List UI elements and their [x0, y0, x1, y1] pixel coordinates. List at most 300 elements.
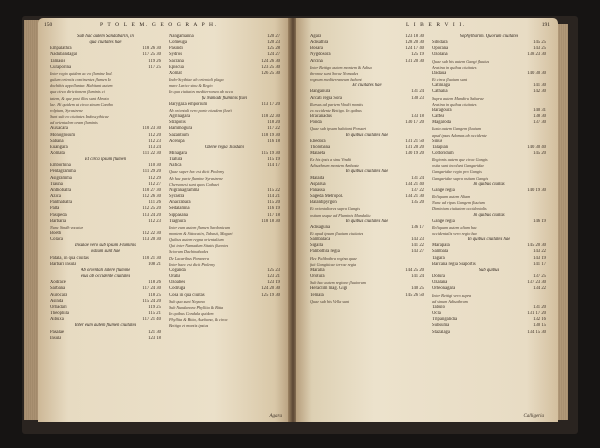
entry-text: Barbari insula	[50, 261, 77, 267]
entry-text: In quibus ciuitates hae	[345, 218, 389, 224]
entry-coordinates: 131 20 20	[405, 144, 424, 150]
entry-text: Tiagnura	[169, 218, 186, 224]
entry-text: Syrastra	[169, 194, 185, 200]
entry-coordinates: 126 25 30	[261, 70, 280, 76]
entry-coordinates: 141 22	[411, 243, 424, 249]
entry-text: Talapian	[432, 144, 449, 150]
entry-text: Episcua	[169, 64, 184, 70]
entry-coordinates: 130 19 20	[405, 150, 424, 156]
entry-text: Sageda Metropol.	[310, 194, 344, 200]
entry-coordinates: 138 23 30	[527, 52, 546, 58]
entry-text: Bettigo et montis ipsius	[169, 323, 209, 329]
entry-text: Magaroda	[432, 120, 452, 126]
entry-text: Coganda	[169, 267, 186, 273]
entry-text: Balantipyrgon	[310, 200, 337, 206]
entry-text: Ebedora	[310, 138, 326, 144]
entry-text: Caffea	[432, 114, 445, 120]
entry-coordinates: 141 17	[533, 261, 546, 267]
entry-text: Orotura	[310, 274, 325, 280]
entry-text: Quae sub his autem Gangi fluuius	[432, 58, 490, 64]
entry-coordinates: 117 25	[148, 64, 161, 70]
entry-coordinates: 124 27	[267, 52, 280, 58]
entry-text: fu Namadi fluminis fluvi	[201, 95, 248, 101]
entry-text: Sambala	[432, 249, 449, 255]
entry-text: Sabana	[50, 138, 64, 144]
entry-text: Diminium ciuitatem occidentalis	[432, 206, 487, 212]
entry-text: Phyllita & Bitta, Auebana, & circa	[169, 317, 228, 323]
entry-coordinates: 140 25	[411, 286, 424, 292]
entry-coordinates: 113 24 20	[142, 212, 161, 218]
entry-text: In qua ciuitates mediterranea ab occa	[169, 89, 233, 95]
entry-text: Asparua	[310, 181, 326, 187]
entry-text: Sedalamna	[169, 206, 190, 212]
entry-text: Ponda	[310, 120, 322, 126]
entry-text: Inter eum autem flumen Sardonicum	[169, 224, 231, 230]
entry-text: rolpium, Syrastrene	[50, 107, 83, 113]
entry-text: Oraba	[169, 274, 181, 280]
entry-text: Et orientaliores supra Gangis	[310, 206, 360, 212]
entry-text: In quibus ciuitates hae	[345, 169, 389, 175]
entry-text: Patala, in qua ciuitas	[50, 255, 89, 261]
entry-coordinates: 135 20	[411, 200, 424, 206]
entry-coordinates: 145 25	[533, 40, 546, 46]
left-catchword: Agara	[269, 414, 282, 419]
entry-coordinates: 134 15 30	[527, 329, 546, 335]
entry-coordinates: 110 30	[148, 163, 161, 169]
entry-text: Nangamanna	[169, 34, 194, 39]
entry-coordinates: 131 20 30	[405, 58, 424, 64]
entry-text: Et ciuitates hae	[352, 83, 382, 89]
entry-text: Reliquam autem aliam hac	[432, 224, 478, 230]
entry-text: lae. Hi quidem ut circa sinum Cantho	[50, 101, 114, 107]
entry-coordinates: 110 27 30	[142, 187, 161, 193]
entry-coordinates: 120 27	[267, 34, 280, 39]
entry-text: Boeth	[50, 231, 62, 236]
right-page-number: 191	[541, 22, 550, 28]
entry-text: Banganura	[310, 89, 331, 95]
entry-coordinates: 117 22	[267, 126, 280, 132]
entry-text: Panassa	[310, 187, 325, 193]
entry-coordinates: 140 30 30	[527, 70, 546, 76]
entry-text: Sigalla	[310, 243, 324, 249]
entry-text: Ab orientali vero parte eiusdem fluvii	[169, 107, 232, 113]
entry-coordinates: 111 26	[148, 200, 161, 206]
entry-text: Regionis autem que circa Gangis	[432, 157, 488, 163]
entry-text: Ocla	[432, 311, 441, 317]
entry-text: Nunc ad ripas Gangem fluuium	[432, 200, 485, 206]
entry-coordinates: 115 21	[148, 311, 161, 317]
entry-text: ostia sunt incolunt Gangaridae	[432, 163, 485, 169]
entry-coordinates: 131 24	[411, 89, 424, 95]
entry-coordinates: 125 28	[267, 46, 280, 52]
entry-coordinates: 113 17 20	[261, 101, 280, 107]
entry-coordinates: 115 20	[267, 200, 280, 206]
entry-coordinates: 134 22	[533, 286, 546, 292]
entry-text: Quae sub ipsum habitant Poruari	[310, 126, 367, 132]
entry-coordinates: 123 18	[148, 335, 161, 341]
entry-text: Sacrana	[169, 58, 184, 64]
entry-coordinates: 115 24 20	[142, 298, 161, 304]
entry-text: Quae sub his Vella sunt	[310, 298, 350, 304]
entry-coordinates: 121 30	[148, 329, 161, 335]
left-page	[38, 18, 290, 422]
entry-text: Et circa fluuium sunt	[432, 77, 468, 83]
entry-text: Insula	[50, 335, 62, 341]
entry-text: ostium usque ad Fluminis Mandaliu	[310, 212, 371, 218]
entry-text: Sub hac autem regione fluuiorum	[310, 280, 366, 286]
right-page	[296, 18, 558, 422]
entry-text: Nadubandagar	[50, 52, 78, 58]
entry-text: Malaeta	[310, 150, 326, 156]
entry-coordinates: 131 17 20	[527, 311, 546, 317]
entry-text: apud ipsas Adamas ab occidente	[432, 132, 487, 138]
entry-text: In quibus ciuitates hae	[467, 237, 511, 243]
entry-text: qua ciuitates hae	[89, 40, 122, 46]
entry-text: In quibus ciuitas	[473, 181, 505, 187]
left-columns	[46, 34, 284, 418]
entry-coordinates: 114 17	[267, 163, 280, 169]
entry-coordinates: 118 22 30	[261, 114, 280, 120]
entry-text: Inter haec est dicit Ptolemy	[169, 261, 216, 267]
entry-text: Tagara	[432, 255, 445, 261]
entry-coordinates: 143 19	[533, 255, 546, 261]
entry-coordinates: 112 23	[148, 138, 161, 144]
entry-coordinates: 110 23 30	[142, 126, 161, 132]
entry-coordinates: 140 19 30	[527, 187, 546, 193]
entry-text: Sarbana	[50, 286, 66, 292]
entry-text: montem & Sittocatin, Tabasti, Maguri	[169, 231, 233, 236]
place-entry-line	[50, 336, 161, 342]
entry-coordinates: 125 23	[267, 267, 280, 273]
entry-coordinates: 130 23	[411, 95, 424, 101]
right-running-head	[296, 22, 558, 32]
entry-text: Supra autem Mandiru Sabarae	[432, 95, 484, 101]
entry-text: Gange regia	[432, 218, 455, 224]
entry-text: Sub quibus	[478, 267, 500, 273]
entry-coordinates: 128 20 30	[405, 40, 424, 46]
entry-text: Inter eum autem flumen ciuitates	[74, 323, 137, 329]
entry-text: Et circa ipsum flumen	[84, 157, 127, 163]
entry-text: Arcina	[310, 58, 323, 64]
entry-text: ex occidente Bettigo. In quibus	[310, 107, 362, 113]
entry-coordinates: 118 18 30	[261, 218, 280, 224]
right-catchword: Calligeria	[523, 414, 544, 419]
entry-text: mare Larice sinu & Regio	[169, 83, 213, 89]
entry-coordinates: 125 19	[411, 52, 424, 58]
entry-coordinates: 117 25 30	[142, 52, 161, 58]
entry-coordinates: 116 19	[267, 206, 280, 212]
entry-coordinates: 141 24	[411, 274, 424, 280]
entry-text: Orbadari	[50, 304, 67, 310]
entry-coordinates: 145 20	[533, 150, 546, 156]
entry-coordinates: 123 25 30	[261, 64, 280, 70]
entry-text: Hec Palibothra regina quae	[310, 255, 357, 261]
entry-text: thronoe sunt Sorae Nomades	[310, 70, 359, 76]
entry-coordinates: 146 19	[533, 218, 546, 224]
entry-text: Minagara	[169, 150, 187, 156]
entry-coordinates: 137 25	[533, 274, 546, 280]
entry-coordinates: 116 18	[267, 138, 280, 144]
entry-coordinates: 131 20	[533, 304, 546, 310]
entry-text: Tamasis	[50, 58, 66, 64]
entry-coordinates: 124 26 30	[261, 58, 280, 64]
entry-text: ad orientalem oram fluminis	[50, 120, 98, 126]
entry-text: regnum mediterraneum habent	[310, 77, 362, 83]
entry-text: Auxacara	[50, 126, 68, 132]
entry-text: Colaca	[50, 237, 64, 243]
entry-text: eius ab occidente ciuitates	[80, 274, 131, 280]
entry-coordinates: 137 23 30	[527, 280, 546, 286]
entry-text: Xomat	[169, 70, 182, 76]
right-column-1	[306, 34, 428, 418]
entry-coordinates: 111 22 30	[142, 150, 161, 156]
entry-text: Nygdosora	[310, 52, 331, 58]
entry-text: Aurocara	[50, 292, 68, 298]
entry-text: Anthobatra	[50, 187, 72, 193]
entry-text: Quibus autem regna orientalium	[169, 237, 224, 243]
entry-text: Adisaguna	[310, 224, 331, 230]
entry-text: Agrinagara	[169, 114, 191, 120]
entry-text: Asinda	[50, 298, 64, 304]
entry-text: Rursus ad partem Vindii montis	[310, 101, 363, 107]
entry-coordinates: 110 21 30	[142, 255, 161, 261]
entry-coordinates: 134 21 30	[405, 194, 424, 200]
entry-text: Sinus	[432, 138, 443, 144]
left-running-head	[38, 22, 290, 32]
right-columns	[306, 34, 550, 418]
entry-text: Subsuma	[432, 323, 450, 329]
entry-text: Palta	[50, 206, 60, 212]
entry-text: Indo-Scythiae ab orientali plaga	[169, 77, 224, 83]
entry-coordinates: 124 20 30	[261, 286, 280, 292]
entry-coordinates: 125 19 30	[261, 292, 280, 298]
entry-text: Sambalaca	[310, 237, 331, 243]
entry-coordinates: 115 19 30	[261, 150, 280, 156]
entry-text: Heraclim mag. Gigi	[310, 286, 348, 292]
entry-text: Malaita	[310, 175, 325, 181]
entry-text: Bosara	[310, 46, 324, 52]
entry-text: Sibidara	[432, 40, 448, 46]
entry-text: Barbaria	[50, 218, 67, 224]
left-column-2	[165, 34, 284, 418]
left-column-1	[46, 34, 165, 418]
entry-text: Barygaza emporium	[169, 101, 208, 107]
entry-text: Inter Bettigo autem montem & Adisa	[310, 64, 372, 70]
right-running-title: L I B E R V I I.	[406, 22, 466, 28]
entry-coordinates: 117 24 30	[142, 286, 161, 292]
entry-text: Panthabatra	[50, 200, 73, 206]
entry-coordinates: 130 17 20	[405, 120, 424, 126]
entry-text: Sippasana	[169, 212, 189, 218]
entry-coordinates: 137 22	[411, 187, 424, 193]
entry-text: In quibus ciuitas	[473, 212, 505, 218]
commentary-line	[169, 323, 280, 329]
entry-text: Pasalae	[50, 329, 65, 335]
entry-text: Sydros	[169, 52, 183, 58]
left-running-title: P T O L E M. G E O G R A P H.	[100, 22, 218, 28]
entry-coordinates: 112 26 30	[142, 194, 161, 200]
entry-coordinates: 131 21 50	[405, 138, 424, 144]
entry-coordinates: 120 23	[267, 40, 280, 46]
entry-text: Sub qua sunt Nayana	[169, 298, 205, 304]
entry-text: Qui inter Namadum Sitatis fluentes	[169, 243, 229, 249]
entry-text: In quibus ciuitates hae	[345, 132, 389, 138]
entry-text: Dolura	[432, 274, 446, 280]
entry-text: Cosa in qua ciuitas	[169, 292, 205, 298]
entry-text: Tiauna	[50, 181, 63, 187]
entry-text: Asigramma	[50, 175, 72, 181]
entry-coordinates: 113 24	[148, 144, 161, 150]
entry-text: Theophila	[50, 311, 70, 317]
entry-coordinates: 134 21 40	[405, 181, 424, 187]
entry-text: Dadaua	[432, 70, 447, 76]
entry-text: Azica	[50, 194, 61, 200]
entry-text: fuit Gangiticae terrae regia	[310, 261, 357, 267]
entry-text: Aratina in quibus ciuitates	[432, 101, 477, 107]
entry-text: Pentagramma	[50, 169, 76, 175]
entry-coordinates: 111 29 20	[142, 169, 161, 175]
entry-coordinates: 141 30	[533, 83, 546, 89]
entry-text: Baragoura	[432, 107, 452, 113]
entry-text: Arcati regia Sora	[310, 95, 343, 101]
entry-text: Chersonesi sunt quos Cathaei	[169, 181, 220, 187]
entry-coordinates: 115 22	[267, 187, 280, 193]
entry-coordinates: 143 22	[533, 249, 546, 255]
entry-text: qua circa dirictionem fluminis ci	[50, 89, 105, 95]
entry-coordinates: 117 21 40	[142, 317, 161, 323]
entry-coordinates: 118 25	[148, 292, 161, 298]
entry-text: Iuxta autem Gangem fluuium	[432, 126, 481, 132]
entry-text: Marapala	[432, 243, 450, 249]
entry-text: dochthis appellantur. Habitant autem	[50, 83, 113, 89]
entry-coordinates: 112 22 30	[142, 231, 161, 236]
entry-text: Aratina in quibus ciuitates	[432, 64, 477, 70]
entry-coordinates: 123 18 30	[405, 34, 424, 39]
entry-text: Sophytharim. Quorum ciuitates	[459, 34, 519, 39]
entry-text: Gangaridae supra ostium Gangis	[432, 175, 489, 181]
entry-text: Acenipa	[169, 138, 185, 144]
entry-text: Comeuga	[169, 40, 187, 46]
entry-coordinates: 112 20	[148, 132, 161, 138]
entry-text: Sub hac autem Sandabarin, in	[77, 34, 134, 39]
entry-text: Et apud ipsum fluuium ciuitates	[310, 231, 364, 236]
entry-text: Barcana regia Siaportis	[432, 261, 476, 267]
entry-coordinates: 131 24	[411, 175, 424, 181]
entry-coordinates: 145 20 30	[527, 243, 546, 249]
entry-text: Ozene regia Tiastani	[205, 144, 244, 150]
entry-coordinates: 112 23	[148, 218, 161, 224]
entry-text: Bracanadus	[310, 114, 332, 120]
entry-text: gulum orientis continentes flumen In	[50, 77, 112, 83]
entry-text: Oporana	[432, 46, 449, 52]
entry-coordinates: 119 26	[148, 58, 161, 64]
entry-text: Curaporina	[50, 64, 72, 70]
entry-text: Sazantium	[169, 132, 189, 138]
entry-text: Xomata	[50, 150, 65, 156]
entry-text: occidentalis vero regio hae	[432, 231, 478, 236]
entry-text: Adisathra	[310, 40, 329, 46]
entry-coordinates: 137 30	[533, 120, 546, 126]
entry-text: Aibuxa	[50, 317, 64, 323]
entry-text: De Lacaribus Paranera	[169, 255, 210, 261]
entry-text: Maralla	[310, 267, 325, 273]
entry-text: Ab hac parte flumine Syrastrene	[169, 175, 224, 181]
entry-text: Pasindi	[169, 46, 183, 52]
entry-text: Adisathrum montem Ambaste	[310, 163, 360, 169]
entry-text: Tabulo	[432, 304, 445, 310]
entry-text: ostium sunt hae	[90, 249, 121, 255]
entry-text: Pasipeda	[50, 212, 67, 218]
entry-text: Cottoridum	[432, 150, 454, 156]
entry-text: Cathalia	[432, 89, 448, 95]
entry-text: tatem, & que post illos sunt Abrata	[50, 95, 109, 101]
entry-coordinates: 113 20 30	[142, 237, 161, 243]
entry-coordinates: 123 21	[267, 274, 280, 280]
entry-coordinates: 143 27	[411, 249, 424, 255]
entry-coordinates: 115 19	[267, 157, 280, 163]
entry-text: Anacrabara	[169, 200, 191, 206]
entry-text: Insulae vero sub ipsum Fluminis	[74, 243, 137, 249]
entry-text: Agara	[310, 34, 322, 39]
entry-text: Nigranagramma	[169, 187, 200, 193]
entry-text: Reliquam autem Aliam	[432, 194, 471, 200]
right-column-2	[428, 34, 550, 418]
entry-text: Tripangalidia	[432, 317, 458, 323]
entry-coordinates: 140 30 40	[527, 144, 546, 150]
entry-text: Quae super hec est dicit Ptolemy	[169, 169, 225, 175]
entry-text: Sunt sub eo ciuitates Indoscythicae	[50, 114, 109, 120]
entry-coordinates: 143 23	[411, 237, 424, 243]
entry-coordinates: 133 18	[411, 114, 424, 120]
entry-text: Strapolis	[169, 120, 186, 126]
commentary-line	[310, 299, 424, 305]
entry-text: Emborhina	[50, 163, 71, 169]
entry-text: Stazalaga	[432, 329, 450, 335]
entry-text: Tiatura	[169, 157, 183, 163]
entry-text: Ozoabes	[169, 280, 186, 286]
entry-text: Sub Nundanora Phyllita & Bitta	[169, 304, 224, 310]
entry-coordinates: 118 20	[267, 120, 280, 126]
entry-text: ad sinum Adisathrum	[432, 298, 468, 304]
entry-coordinates: 118 19 30	[261, 132, 280, 138]
entry-text: Tholobana	[310, 144, 331, 150]
left-page-number: 150	[44, 22, 53, 28]
entry-coordinates: 123 19	[267, 280, 280, 286]
entry-coordinates: 118 26 30	[142, 46, 161, 52]
entry-text: Euangara	[50, 144, 68, 150]
entry-text: Inter Bettigi vero supra	[432, 292, 472, 298]
entry-coordinates: 130 15	[533, 323, 546, 329]
entry-text: Gange regia	[432, 187, 455, 193]
entry-coordinates: 132 16	[533, 317, 546, 323]
entry-coordinates: 142 30	[533, 89, 546, 95]
entry-coordinates: 140 31	[533, 107, 546, 113]
entry-coordinates: 118 26	[148, 280, 161, 286]
entry-text: Inter regio quidem ac eo flumine Ind.	[50, 70, 113, 76]
entry-text: In quibus Condala quidem	[169, 311, 214, 317]
entry-text: Ozolana	[432, 52, 448, 58]
entry-text: Monoglosum	[50, 132, 76, 138]
entry-text: Orteonagara	[432, 286, 456, 292]
entry-text: Nafica	[169, 163, 182, 169]
place-entry-line	[432, 330, 546, 336]
entry-text: Catiniaga	[432, 83, 450, 89]
entry-coordinates: 145 26 50	[405, 292, 424, 298]
entry-coordinates: 143 25	[533, 46, 546, 52]
entry-text: Ozalana	[432, 280, 448, 286]
entry-text: Palibothra regia	[310, 249, 340, 255]
entry-coordinates: 119 25	[148, 304, 161, 310]
